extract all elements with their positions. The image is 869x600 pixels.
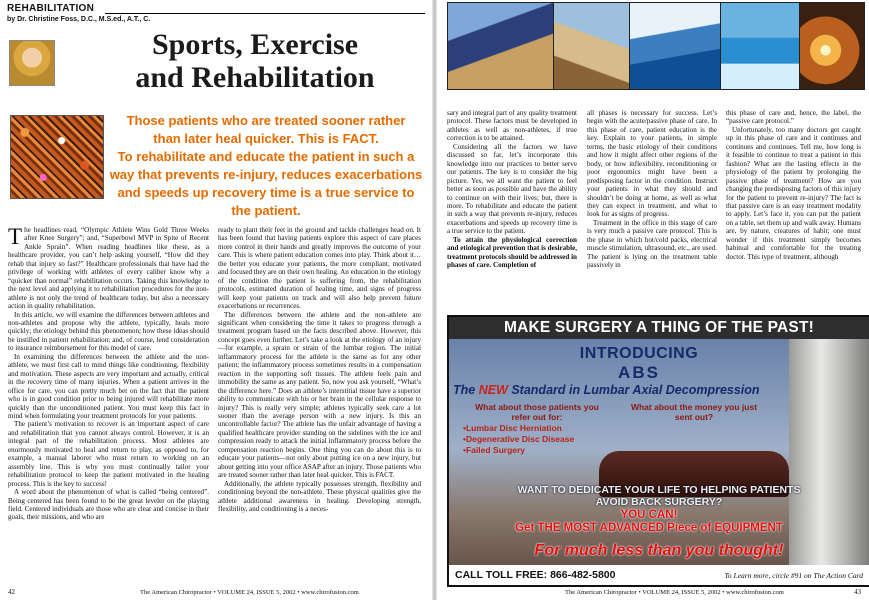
title-line-1: Sports, Exercise [151,28,359,61]
ad-learn-more: To Learn more, circle #91 on The Action Card [724,571,863,580]
paragraph: In this article, we will examine the differences between athletes and non-athletes and propose why the athlete, typically, heals more quickly; the etiology behind this phenomenon; how these ideas should be instilled in patient rehabilitation; and, of course, lend consideration to insurance reimbursement for this model of care. [8,310,209,353]
pull-line: than later heal quicker. This is FACT. [153,131,379,146]
paragraph-bold: To attain the physiological correction and etiological prevention that is desirable, treatment protocols should be addressed in phases of care. Completion of [447,235,577,270]
ad-condition: • Failed Surgery [463,445,653,456]
page-number: 42 [8,588,15,596]
section-label: REHABILITATION [7,3,95,14]
paragraph: Treatment in the office in this stage of care is very much a passive care protocol. This is the phase in which hot/cold packs, electrical muscle stimulation, ultrasound, etc., are used. The patient is lying on the treatment table passively in [587,218,717,270]
pull-line: To rehabilitate and educate the patient in such a [117,149,415,164]
paragraph: A word about the phenomenon of what is called “being centered”. Being centered has been found to be the great leveler on the playing field. Centered individuals are those who are clear and concise in their goals, their missions, and who are [8,488,209,522]
jumper-sunset-photo [799,2,865,90]
runner-photo [553,2,630,90]
ad-want-text: WANT TO DEDICATE YOUR LIFE TO HELPING PATIENTS AVOID BACK SURGERY? [517,484,801,508]
drop-cap: T [8,224,23,249]
right-column-2 [587,109,717,270]
folio: The American Chiropractor • VOLUME 24, ISSUE 5, 2002 • www.chirofusion.com [140,589,359,596]
ad-equipment-line: Get THE MOST ADVANCED Piece of EQUIPMENT [515,522,783,534]
abs-advertisement [447,315,869,587]
paragraph: ready to plant their feet in the ground and tackle challenges head on. It has been found that having patients explore this aspect of care places more control in their hands and greatly improves the outcome of your care. This is where patient education comes into play. Think about it…the better you educate your patients, the more compliant, motivated and focused they are on their own healing. An education in the etiology of the condition the patient is suffering from, the rehabilitation protocols, estimated duration of healing time, and signs of progress will keep your patients on track and will also help prevent future exacerbations or recurrences. [218,226,421,311]
cyclists-photo [447,2,554,90]
paragraph: sary and integral part of any quality treatment protocol. These factors must be developed in athletes as well as non-athletes, if true correction is to be attained. [447,109,577,143]
byline: by Dr. Christine Foss, D.C., M.S.ed., A.T., C. [7,16,151,23]
ad-product-name: ABS [618,363,660,382]
right-column-1 [447,109,577,270]
ad-question-left: What about those patients you refer out for: [475,402,599,422]
ad-you-can-line: YOU CAN! [620,509,678,521]
author-photo [9,40,55,86]
pull-line: Those patients who are treated sooner rather [126,113,406,128]
paragraph: Additionally, the athlete typically possesses strength, flexibility and conditioning beyond the non-athlete. These physical qualities give the athlete additional awareness in healing. Developing strength, flexibility, and conditioning is a neces- [218,479,421,513]
ad-conditions-list [463,423,653,456]
paragraph [8,226,209,311]
ad-footer [449,565,869,585]
skier-photo [629,2,721,90]
paragraph: this phase of care and, hence, the label, the “passive care protocol.” [726,109,861,126]
paragraph: Unfortunately, too many doctors get caught up in this phase of care and it continues and continues and continues. Tell me, how long is it feasible to continue to treat a patient in this fashion? What are the lasting effects in the physiology of the patient by prolonging the passive phase of treatment? How are you changing the predisposing factors of this injury for the patient to prevent re-injury? The fact is that passive care is an easy treatment modality to apply. Let’s face it, you can put the patient on a table, set them up and walk away. Humans are, by nature, creatures of habit; one must wonder if this treatment simply becomes habitual and comfortable for the treating doctor. This type of treatment, although [726,125,861,261]
left-column-2 [218,226,421,513]
pull-line: way that prevents re-injury, reduces exacerbations [109,167,423,182]
ad-phone: CALL TOLL FREE: 866-482-5800 [455,569,616,581]
ad-condition: • Lumbar Disc Herniation [463,423,653,434]
ad-you-can [469,509,829,535]
paragraph: all phases is necessary for success. Let’s begin with the acute/passive phase of care. In this phase of care, patient education is the key. Explain to your patients, in simple terms, the basic etiology of their conditions and how it might affect other regions of the body, or how inflexibility, reconditioning or poor ergonomics might have been a predisposing factor in the condition. Instruct your patients in what they should and shouldn’t be doing at home, as well as what they can expect in treatment, and what to look for as signs of progress. [587,109,717,219]
left-column-1 [8,226,209,522]
paragraph: The differences between the athlete and the non-athlete are significant when considering the time it takes to progress through a treatment program based on the facts described above. However, this concept goes even further. Let’s take a look at the etiology of an injury—for example, a sprain or strain of the lumbar region. The initial inflammatory process for the athlete is the same as for any other patient; the inflammatory process sometimes results in a compensation reaction in the supporting soft tissues. The athlete feels pain and immobility the same as any patient. So, now you ask yourself, “What’s the difference here.” Does an athlete’s interstitial tissue have a superior ability to communicate with his or her brain in the cellular response to injury? This is really very simple; athletes typically seek care a lot sooner than the average person with a new injury. Is this an uncontrollable factor? The athlete has the unfair advantage of having a qualified healthcare provider standing on the sidelines with the ice and compression ready to attack the initial inflammatory process before the compensation reaction begins. One thing you can do about this is to educate your patients—not only about putting ice on a new injury, but about getting into your office ASAP after an injury. Those patients who are treated sooner rather than later heal quicker. This is FACT. [218,310,421,480]
article-title [90,28,420,94]
paragraph-text: he headlines read, “Olympic Athlete Wins Gold Three Weeks after Knee Surgery”; and, “Superbowl MVP in Spite of Recent Ankle Sprain”. When reading headlines like these, as a healthcare provider, you can’t help asking yourself, “How did they rehab that injury so fast?” Healthcare professionals that have had the privilege of working with athletes of every caliber know why a “quicker than normal” rehabilitation occurs. Taking this knowledge to the next level and applying it to rehabilitation procedures for the non-athlete is not only the trend of healthcare today, but also a necessary action in quality rehabilitation. [8,226,209,311]
page-number: 43 [854,588,861,596]
section-rule [105,13,425,14]
left-page [0,0,434,600]
pull-quote [106,112,426,220]
ad-introducing: INTRODUCING [579,345,699,362]
ad-standard-rest: Standard in Lumbar Axial Decompression [507,383,760,397]
sports-photo-strip [447,2,865,90]
paragraph: Considering all the factors we have discussed so far, let’s incorporate this knowledge into our practices to better serve our patients. The key is to consider the big picture. Yes, we all want the patient to feel better as soon as possible and have the ability to continue on with their lives; but, there is more. To rehabilitate and educate the patient in such a way that prevents re-injury, reduces exacerbations and speeds up recovery time is a true service to the patient. [447,142,577,236]
stadium-crowd-photo [10,115,104,199]
paragraph: In examining the differences between the athlete and the non-athlete, we must first call to mind things like conditioning, flexibility and motivation. These aspects are very important and actually, critical in the recovery time of many injuries. When a patient arrives in the office for care, you can pretty much bet on the fact that the patient who is in good condition prior to being injured will rehabilitate more quickly than the unconditioned patient. You must keep this fact in mind when formulating your treatment protocols for your patients. [8,352,209,420]
surfer-photo [720,2,800,90]
ad-headline: MAKE SURGERY A THING OF THE PAST! [449,317,869,339]
folio: The American Chiropractor • VOLUME 24, ISSUE 5, 2002 • www.chirofusion.com [565,589,784,596]
ad-body [449,339,869,585]
ad-standard-prefix: The [453,383,479,397]
pull-line: and speeds up recovery time is a true service to [117,185,415,200]
ad-standard-line [453,383,783,397]
ad-condition: • Degenerative Disc Disease [463,434,653,445]
paragraph: The patient’s motivation to recover is an important aspect of care and rehabilitation that you cannot always control. However, it is an integral part of the rehabilitation process. Most athletes are enormously motivated to heal and return to play, as opposed to, for example, a manual laborer who must return to working on an assembly line. This is why you must continually tailor your rehabilitation protocol to keep the patient motivated in the healing process. This is the key to success! [8,420,209,488]
ad-standard-new: NEW [478,383,508,397]
title-line-2: and Rehabilitation [135,61,375,94]
pull-line: the patient. [231,203,301,218]
ad-question-right: What about the money you just sent out? [630,402,758,422]
ad-less-than-thought: For much less than you thought! [534,542,784,559]
right-column-3 [726,109,861,261]
right-page [435,0,869,600]
